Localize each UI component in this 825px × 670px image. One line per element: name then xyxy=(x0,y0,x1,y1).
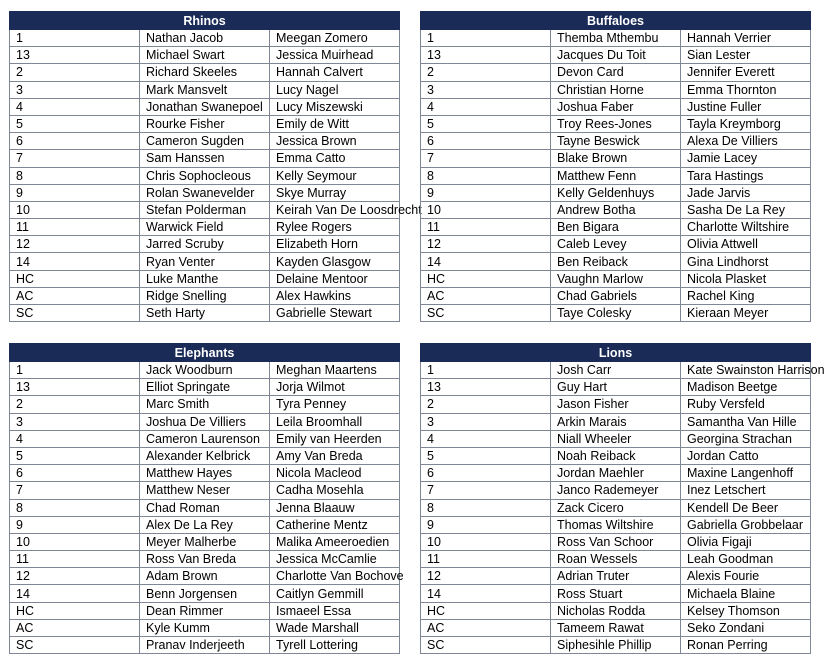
team-table-elephants xyxy=(9,343,404,654)
player2-cell: Kelly Seymour xyxy=(270,167,400,184)
player1-cell: Adrian Truter xyxy=(551,568,681,585)
table-row xyxy=(10,362,400,379)
player2-cell: Jorja Wilmot xyxy=(270,379,400,396)
table-row xyxy=(10,447,400,464)
position-cell: 7 xyxy=(421,482,551,499)
position-cell: HC xyxy=(421,602,551,619)
player1-cell: Thomas Wiltshire xyxy=(551,516,681,533)
table-row xyxy=(10,430,400,447)
player2-cell: Olivia Attwell xyxy=(681,236,811,253)
player2-cell: Wade Marshall xyxy=(270,619,400,636)
position-cell: SC xyxy=(10,305,140,322)
player1-cell: Alexander Kelbrick xyxy=(140,447,270,464)
table-row xyxy=(421,287,811,304)
position-cell: 13 xyxy=(421,47,551,64)
player2-cell: Jamie Lacey xyxy=(681,150,811,167)
table-row xyxy=(421,305,811,322)
table-row xyxy=(421,430,811,447)
player2-cell: Seko Zondani xyxy=(681,619,811,636)
player2-cell: Leah Goodman xyxy=(681,551,811,568)
position-cell: 6 xyxy=(421,465,551,482)
player1-cell: Ben Bigara xyxy=(551,219,681,236)
player1-cell: Marc Smith xyxy=(140,396,270,413)
position-cell: 3 xyxy=(10,81,140,98)
player2-cell: Kendell De Beer xyxy=(681,499,811,516)
table-row xyxy=(421,533,811,550)
table-row xyxy=(10,585,400,602)
position-cell: 5 xyxy=(421,115,551,132)
player1-cell: Luke Manthe xyxy=(140,270,270,287)
position-cell: 13 xyxy=(10,379,140,396)
position-cell: 4 xyxy=(10,98,140,115)
table-header-row xyxy=(421,12,811,30)
player1-cell: Sam Hanssen xyxy=(140,150,270,167)
player2-cell: Samantha Van Hille xyxy=(681,413,811,430)
position-cell: 1 xyxy=(421,30,551,47)
player1-cell: Benn Jorgensen xyxy=(140,585,270,602)
player2-cell: Emily de Witt xyxy=(270,115,400,132)
player1-cell: Noah Reiback xyxy=(551,447,681,464)
table-row xyxy=(10,253,400,270)
position-cell: 9 xyxy=(421,184,551,201)
position-cell: 9 xyxy=(421,516,551,533)
table-row xyxy=(421,465,811,482)
table-row xyxy=(10,64,400,81)
player2-cell: Ismaeel Essa xyxy=(270,602,400,619)
position-cell: 12 xyxy=(421,568,551,585)
position-cell: SC xyxy=(421,305,551,322)
player2-cell: Nicola Macleod xyxy=(270,465,400,482)
player1-cell: Guy Hart xyxy=(551,379,681,396)
position-cell: 2 xyxy=(421,64,551,81)
player2-cell: Meegan Zomero xyxy=(270,30,400,47)
player2-cell: Kelsey Thomson xyxy=(681,602,811,619)
player2-cell: Georgina Strachan xyxy=(681,430,811,447)
player1-cell: Vaughn Marlow xyxy=(551,270,681,287)
table-row xyxy=(421,47,811,64)
player1-cell: Kelly Geldenhuys xyxy=(551,184,681,201)
player2-cell: Michaela Blaine xyxy=(681,585,811,602)
player1-cell: Pranav Inderjeeth xyxy=(140,637,270,654)
position-cell: 14 xyxy=(10,253,140,270)
table-row xyxy=(10,236,400,253)
player2-cell: Sian Lester xyxy=(681,47,811,64)
table-row xyxy=(421,236,811,253)
table-header-row xyxy=(10,12,400,30)
player2-cell: Hannah Calvert xyxy=(270,64,400,81)
player2-cell: Emma Catto xyxy=(270,150,400,167)
player1-cell: Christian Horne xyxy=(551,81,681,98)
position-cell: 3 xyxy=(421,413,551,430)
player1-cell: Matthew Hayes xyxy=(140,465,270,482)
player2-cell: Catherine Mentz xyxy=(270,516,400,533)
position-cell: 2 xyxy=(421,396,551,413)
position-cell: 1 xyxy=(421,362,551,379)
player1-cell: Caleb Levey xyxy=(551,236,681,253)
player2-cell: Kieraan Meyer xyxy=(681,305,811,322)
position-cell: 2 xyxy=(10,396,140,413)
table-row xyxy=(421,602,811,619)
position-cell: 14 xyxy=(421,585,551,602)
position-cell: 11 xyxy=(421,551,551,568)
player1-cell: Andrew Botha xyxy=(551,201,681,218)
table-row xyxy=(10,150,400,167)
table-row xyxy=(421,150,811,167)
player2-cell: Kayden Glasgow xyxy=(270,253,400,270)
player2-cell: Skye Murray xyxy=(270,184,400,201)
player2-cell: Jade Jarvis xyxy=(681,184,811,201)
table-row xyxy=(421,619,811,636)
position-cell: 11 xyxy=(10,551,140,568)
table-row xyxy=(10,568,400,585)
player2-cell: Justine Fuller xyxy=(681,98,811,115)
table-row xyxy=(10,81,400,98)
position-cell: 1 xyxy=(10,362,140,379)
player1-cell: Zack Cicero xyxy=(551,499,681,516)
player2-cell: Madison Beetge xyxy=(681,379,811,396)
team-name-header: Elephants xyxy=(10,344,400,362)
table-row xyxy=(421,413,811,430)
table-row xyxy=(10,396,400,413)
player2-cell: Alexa De Villiers xyxy=(681,133,811,150)
table-row xyxy=(421,585,811,602)
player2-cell: Leila Broomhall xyxy=(270,413,400,430)
player2-cell: Nicola Plasket xyxy=(681,270,811,287)
table-row xyxy=(10,30,400,47)
roster-table xyxy=(420,11,811,322)
position-cell: 8 xyxy=(10,499,140,516)
player1-cell: Themba Mthembu xyxy=(551,30,681,47)
player2-cell: Keirah Van De Loosdrecht xyxy=(270,201,400,218)
player1-cell: Dean Rimmer xyxy=(140,602,270,619)
position-cell: 5 xyxy=(10,115,140,132)
table-row xyxy=(10,379,400,396)
position-cell: 2 xyxy=(10,64,140,81)
player1-cell: Jacques Du Toit xyxy=(551,47,681,64)
player2-cell: Emma Thornton xyxy=(681,81,811,98)
position-cell: 14 xyxy=(421,253,551,270)
player1-cell: Roan Wessels xyxy=(551,551,681,568)
player1-cell: Rourke Fisher xyxy=(140,115,270,132)
player2-cell: Olivia Figaji xyxy=(681,533,811,550)
table-row xyxy=(10,516,400,533)
table-row xyxy=(421,637,811,654)
position-cell: AC xyxy=(10,619,140,636)
table-row xyxy=(421,482,811,499)
table-row xyxy=(10,637,400,654)
player1-cell: Ridge Snelling xyxy=(140,287,270,304)
table-row xyxy=(421,115,811,132)
player1-cell: Blake Brown xyxy=(551,150,681,167)
table-row xyxy=(10,201,400,218)
table-row xyxy=(421,167,811,184)
player1-cell: Cameron Sugden xyxy=(140,133,270,150)
player1-cell: Matthew Neser xyxy=(140,482,270,499)
player1-cell: Niall Wheeler xyxy=(551,430,681,447)
table-row xyxy=(10,167,400,184)
table-row xyxy=(421,64,811,81)
position-cell: 4 xyxy=(421,98,551,115)
position-cell: 6 xyxy=(10,133,140,150)
position-cell: 4 xyxy=(10,430,140,447)
table-row xyxy=(421,270,811,287)
table-row xyxy=(421,379,811,396)
table-row xyxy=(421,516,811,533)
position-cell: 10 xyxy=(10,533,140,550)
position-cell: 5 xyxy=(421,447,551,464)
table-row xyxy=(10,499,400,516)
player1-cell: Chad Gabriels xyxy=(551,287,681,304)
player1-cell: Janco Rademeyer xyxy=(551,482,681,499)
table-row xyxy=(421,551,811,568)
position-cell: 8 xyxy=(10,167,140,184)
player1-cell: Jason Fisher xyxy=(551,396,681,413)
player1-cell: Ryan Venter xyxy=(140,253,270,270)
player2-cell: Caitlyn Gemmill xyxy=(270,585,400,602)
player2-cell: Jenna Blaauw xyxy=(270,499,400,516)
player2-cell: Ruby Versfeld xyxy=(681,396,811,413)
player1-cell: Kyle Kumm xyxy=(140,619,270,636)
team-table-buffaloes xyxy=(420,11,811,322)
player1-cell: Tameem Rawat xyxy=(551,619,681,636)
player2-cell: Alex Hawkins xyxy=(270,287,400,304)
position-cell: 3 xyxy=(10,413,140,430)
position-cell: 12 xyxy=(421,236,551,253)
table-row xyxy=(10,619,400,636)
player2-cell: Lucy Miszewski xyxy=(270,98,400,115)
player2-cell: Jessica McCamlie xyxy=(270,551,400,568)
position-cell: 11 xyxy=(421,219,551,236)
roster-table xyxy=(420,343,825,654)
player2-cell: Gina Lindhorst xyxy=(681,253,811,270)
table-row xyxy=(10,465,400,482)
player1-cell: Troy Rees-Jones xyxy=(551,115,681,132)
player1-cell: Ross Stuart xyxy=(551,585,681,602)
table-row xyxy=(10,133,400,150)
position-cell: 14 xyxy=(10,585,140,602)
position-cell: 13 xyxy=(421,379,551,396)
position-cell: HC xyxy=(421,270,551,287)
position-cell: 7 xyxy=(10,482,140,499)
player2-cell: Jessica Muirhead xyxy=(270,47,400,64)
player1-cell: Ross Van Schoor xyxy=(551,533,681,550)
position-cell: 5 xyxy=(10,447,140,464)
team-name-header: Buffaloes xyxy=(421,12,811,30)
position-cell: 6 xyxy=(421,133,551,150)
team-name-header: Lions xyxy=(421,344,811,362)
table-row xyxy=(421,184,811,201)
position-cell: HC xyxy=(10,602,140,619)
player1-cell: Chris Sophocleous xyxy=(140,167,270,184)
position-cell: AC xyxy=(10,287,140,304)
player1-cell: Jack Woodburn xyxy=(140,362,270,379)
player1-cell: Ross Van Breda xyxy=(140,551,270,568)
player1-cell: Jonathan Swanepoel xyxy=(140,98,270,115)
player1-cell: Mark Mansvelt xyxy=(140,81,270,98)
position-cell: AC xyxy=(421,619,551,636)
player2-cell: Kate Swainston Harrison xyxy=(681,362,811,379)
player2-cell: Emily van Heerden xyxy=(270,430,400,447)
player1-cell: Rolan Swanevelder xyxy=(140,184,270,201)
table-row xyxy=(421,499,811,516)
table-row xyxy=(10,270,400,287)
position-cell: HC xyxy=(10,270,140,287)
player1-cell: Chad Roman xyxy=(140,499,270,516)
player1-cell: Siphesihle Phillip xyxy=(551,637,681,654)
position-cell: 12 xyxy=(10,236,140,253)
player2-cell: Rachel King xyxy=(681,287,811,304)
table-row xyxy=(10,115,400,132)
player2-cell: Tara Hastings xyxy=(681,167,811,184)
table-row xyxy=(421,253,811,270)
position-cell: 11 xyxy=(10,219,140,236)
table-row xyxy=(10,287,400,304)
player2-cell: Charlotte Van Bochove xyxy=(270,568,400,585)
player2-cell: Alexis Fourie xyxy=(681,568,811,585)
table-row xyxy=(421,219,811,236)
team-table-lions xyxy=(420,343,825,654)
player1-cell: Josh Carr xyxy=(551,362,681,379)
player1-cell: Elliot Springate xyxy=(140,379,270,396)
player2-cell: Jessica Brown xyxy=(270,133,400,150)
table-row xyxy=(10,602,400,619)
position-cell: 10 xyxy=(10,201,140,218)
table-header-row xyxy=(421,344,811,362)
table-row xyxy=(421,133,811,150)
player2-cell: Ronan Perring xyxy=(681,637,811,654)
position-cell: 9 xyxy=(10,516,140,533)
player2-cell: Tyra Penney xyxy=(270,396,400,413)
player1-cell: Joshua De Villiers xyxy=(140,413,270,430)
player1-cell: Joshua Faber xyxy=(551,98,681,115)
player2-cell: Delaine Mentoor xyxy=(270,270,400,287)
table-row xyxy=(10,184,400,201)
position-cell: SC xyxy=(10,637,140,654)
roster-table xyxy=(9,343,404,654)
player2-cell: Amy Van Breda xyxy=(270,447,400,464)
table-row xyxy=(10,47,400,64)
table-row xyxy=(10,305,400,322)
player2-cell: Malika Ameeroedien xyxy=(270,533,400,550)
player2-cell: Jordan Catto xyxy=(681,447,811,464)
player1-cell: Adam Brown xyxy=(140,568,270,585)
table-header-row xyxy=(10,344,400,362)
table-row xyxy=(421,447,811,464)
player1-cell: Michael Swart xyxy=(140,47,270,64)
player2-cell: Charlotte Wiltshire xyxy=(681,219,811,236)
table-row xyxy=(10,551,400,568)
player2-cell: Jennifer Everett xyxy=(681,64,811,81)
player2-cell: Tyrell Lottering xyxy=(270,637,400,654)
player2-cell: Maxine Langenhoff xyxy=(681,465,811,482)
table-row xyxy=(10,413,400,430)
player2-cell: Cadha Mosehla xyxy=(270,482,400,499)
position-cell: 12 xyxy=(10,568,140,585)
position-cell: 8 xyxy=(421,499,551,516)
position-cell: 10 xyxy=(421,533,551,550)
player1-cell: Seth Harty xyxy=(140,305,270,322)
table-row xyxy=(421,568,811,585)
player1-cell: Matthew Fenn xyxy=(551,167,681,184)
player2-cell: Hannah Verrier xyxy=(681,30,811,47)
player1-cell: Taye Colesky xyxy=(551,305,681,322)
table-row xyxy=(421,30,811,47)
position-cell: 4 xyxy=(421,430,551,447)
player1-cell: Ben Reiback xyxy=(551,253,681,270)
player2-cell: Gabriella Grobbelaar xyxy=(681,516,811,533)
player2-cell: Sasha De La Rey xyxy=(681,201,811,218)
table-row xyxy=(421,81,811,98)
roster-table xyxy=(9,11,422,322)
player1-cell: Jordan Maehler xyxy=(551,465,681,482)
player2-cell: Gabrielle Stewart xyxy=(270,305,400,322)
table-row xyxy=(10,482,400,499)
player2-cell: Lucy Nagel xyxy=(270,81,400,98)
player1-cell: Meyer Malherbe xyxy=(140,533,270,550)
table-row xyxy=(421,98,811,115)
table-row xyxy=(421,396,811,413)
position-cell: 1 xyxy=(10,30,140,47)
player2-cell: Inez Letschert xyxy=(681,482,811,499)
table-row xyxy=(10,219,400,236)
position-cell: SC xyxy=(421,637,551,654)
position-cell: AC xyxy=(421,287,551,304)
position-cell: 13 xyxy=(10,47,140,64)
position-cell: 6 xyxy=(10,465,140,482)
player1-cell: Jarred Scruby xyxy=(140,236,270,253)
player1-cell: Alex De La Rey xyxy=(140,516,270,533)
player1-cell: Richard Skeeles xyxy=(140,64,270,81)
player1-cell: Cameron Laurenson xyxy=(140,430,270,447)
team-table-rhinos xyxy=(9,11,422,322)
player1-cell: Nathan Jacob xyxy=(140,30,270,47)
player1-cell: Devon Card xyxy=(551,64,681,81)
position-cell: 9 xyxy=(10,184,140,201)
position-cell: 7 xyxy=(10,150,140,167)
player2-cell: Meghan Maartens xyxy=(270,362,400,379)
team-name-header: Rhinos xyxy=(10,12,400,30)
player1-cell: Tayne Beswick xyxy=(551,133,681,150)
table-row xyxy=(10,98,400,115)
position-cell: 3 xyxy=(421,81,551,98)
position-cell: 10 xyxy=(421,201,551,218)
player1-cell: Nicholas Rodda xyxy=(551,602,681,619)
player1-cell: Stefan Polderman xyxy=(140,201,270,218)
table-row xyxy=(10,533,400,550)
table-row xyxy=(421,362,811,379)
player1-cell: Warwick Field xyxy=(140,219,270,236)
player1-cell: Arkin Marais xyxy=(551,413,681,430)
player2-cell: Elizabeth Horn xyxy=(270,236,400,253)
player2-cell: Rylee Rogers xyxy=(270,219,400,236)
player2-cell: Tayla Kreymborg xyxy=(681,115,811,132)
table-row xyxy=(421,201,811,218)
position-cell: 7 xyxy=(421,150,551,167)
position-cell: 8 xyxy=(421,167,551,184)
